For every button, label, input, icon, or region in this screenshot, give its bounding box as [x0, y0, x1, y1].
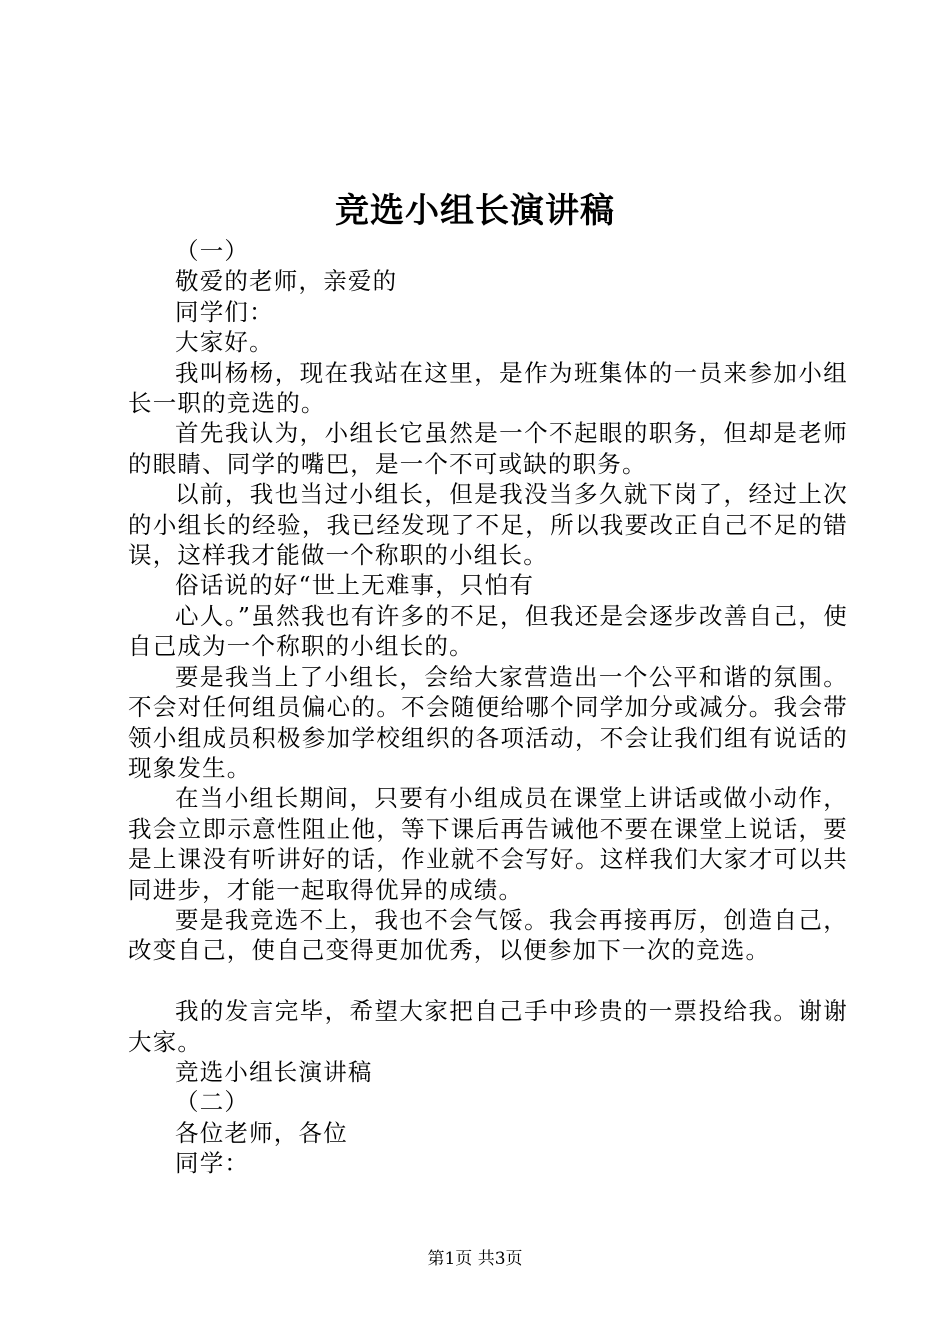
paragraph: 大家好。 [175, 328, 274, 357]
document-title: 竞选小组长演讲稿 [335, 191, 615, 231]
paragraph: 要是我当上了小组长，会给大家营造出一个公平和谐的氛围。不会对任何组员偏心的。不会随便给哪个同学加分或减分。我会带领小组成员积极参加学校组织的各项活动，不会让我们组有说话的现象发生。 [128, 662, 848, 782]
paragraph: 同学们： [175, 297, 274, 326]
paragraph: 要是我竞选不上，我也不会气馁。我会再接再厉，创造自己，改变自己，使自己变得更加优秀，以便参加下一次的竞选。 [128, 905, 848, 965]
paragraph: 以前，我也当过小组长，但是我没当多久就下岗了，经过上次的小组长的经验，我已经发现了不足，所以我要改正自己不足的错误，这样我才能做一个称职的小组长。 [128, 480, 848, 570]
paragraph: 竞选小组长演讲稿 [175, 1057, 373, 1086]
paragraph: 同学： [175, 1149, 250, 1178]
paragraph: 敬爱的老师，亲爱的 [175, 267, 398, 296]
paragraph: 我叫杨杨，现在我站在这里，是作为班集体的一员来参加小组长一职的竞选的。 [128, 358, 848, 418]
paragraph: 心人。”虽然我也有许多的不足，但我还是会逐步改善自己，使自己成为一个称职的小组长的。 [128, 601, 848, 661]
paragraph: 俗话说的好“世上无难事，只怕有 [175, 571, 535, 600]
paragraph: 首先我认为，小组长它虽然是一个不起眼的职务，但却是老师的眼睛、同学的嘴巴，是一个不可或缺的职务。 [128, 419, 848, 478]
paragraph-gap [128, 966, 848, 996]
page-footer: 第1页 共3页 [427, 1249, 523, 1269]
paragraph: 在当小组长期间，只要有小组成员在课堂上讲话或做小动作，我会立即示意性阻止他，等下课后再告诫他不要在课堂上说话，要是上课没有听讲好的话，作业就不会写好。这样我们大家才可以共同进步，才能一起取得优异的成绩。 [128, 784, 848, 904]
paragraph: （二） [175, 1088, 250, 1117]
document-body [128, 236, 848, 1179]
paragraph: 各位老师，各位 [175, 1118, 348, 1147]
paragraph: 我的发言完毕，希望大家把自己手中珍贵的一票投给我。谢谢大家。 [128, 997, 848, 1056]
paragraph: （一） [175, 237, 250, 265]
